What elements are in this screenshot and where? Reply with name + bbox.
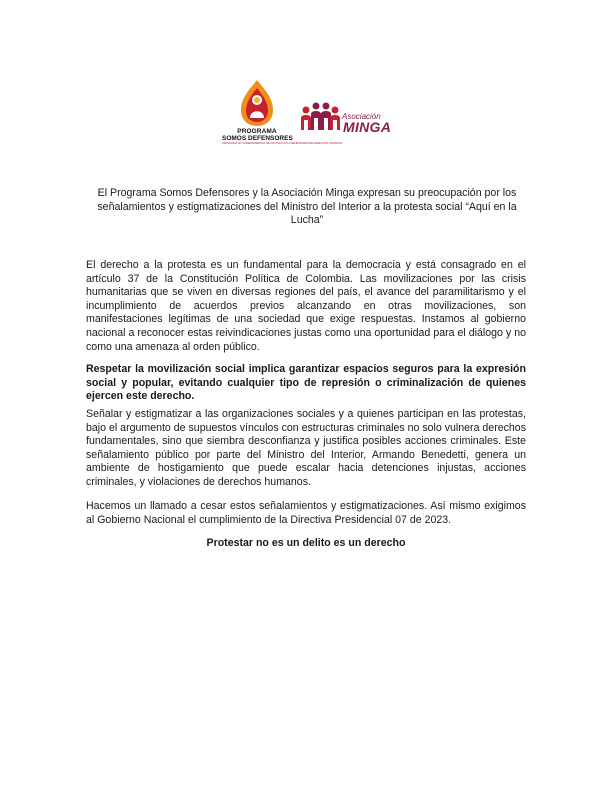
programa-somos-defensores-logo bbox=[222, 78, 343, 158]
people-group-icon bbox=[298, 100, 342, 136]
minga-logo-line2: MINGA bbox=[343, 119, 392, 135]
paragraph-3: Señalar y estigmatizar a las organizaciones sociales y a quienes participan en las protestas, bajo el argumento de supuestos vínculos con estructuras criminales no solo vulnera derechos fundamentales, sino que siembra desconfianza y justifica posibles acciones criminales. Este señalamiento público por parte del Ministro del Interior, Armando Benedetti, genera un ambiente de hostigamiento que puede escalar hacia detenciones injustas, acciones criminales, y violaciones de derechos humanos. bbox=[86, 408, 526, 488]
logo-title-line2: SOMOS DEFENSORES bbox=[222, 135, 293, 142]
paragraph-4: Hacemos un llamado a cesar estos señalamientos y estigmatizaciones. Así mismo exigimos al Gobierno Nacional el cumplimiento de la Directiva Presidencial 07 de 2023. bbox=[86, 500, 526, 526]
closing-statement: Protestar no es un delito es un derecho bbox=[206, 537, 406, 549]
paragraph-1: El derecho a la protesta es un fundamental para la democracia y está consagrado en el artículo 37 de la Constitución Política de Colombia. Las movilizaciones por las crisis humanitarias que se viven en diversas regiones del país, el avance del paramilitarismo y el incumplimiento de acuerdos previos alcanzando en otras movilizaciones, son manifestaciones legítimas de una sociedad que exige respuestas. Instamos al gobierno nacional a reconocer estas reivindicaciones justas como una oportunidad para el diálogo y no como una amenaza al orden público. bbox=[86, 259, 526, 353]
logo-tagline: PROGRAMA NO GUBERNAMENTAL DE PROTECCIÓN A DEFENSORES DE DERECHOS HUMANOS bbox=[222, 142, 343, 145]
logo-title-line1: PROGRAMA bbox=[237, 128, 277, 135]
flame-icon bbox=[235, 78, 279, 128]
minga-logo-line1: Asociación bbox=[342, 112, 381, 121]
asociacion-minga-logo bbox=[298, 100, 408, 136]
paragraph-2-bold: Respetar la movilización social implica garantizar espacios seguros para la expresión social y popular, evitando cualquier tipo de represión o criminalización de quienes ejercen este derecho. bbox=[86, 363, 526, 403]
intro-heading: El Programa Somos Defensores y la Asociación Minga expresan su preocupación por los señalamientos y estigmatizaciones del Ministro del Interior a la protesta social “Aquí en la Lucha” bbox=[97, 187, 517, 227]
header-logos bbox=[222, 78, 422, 168]
